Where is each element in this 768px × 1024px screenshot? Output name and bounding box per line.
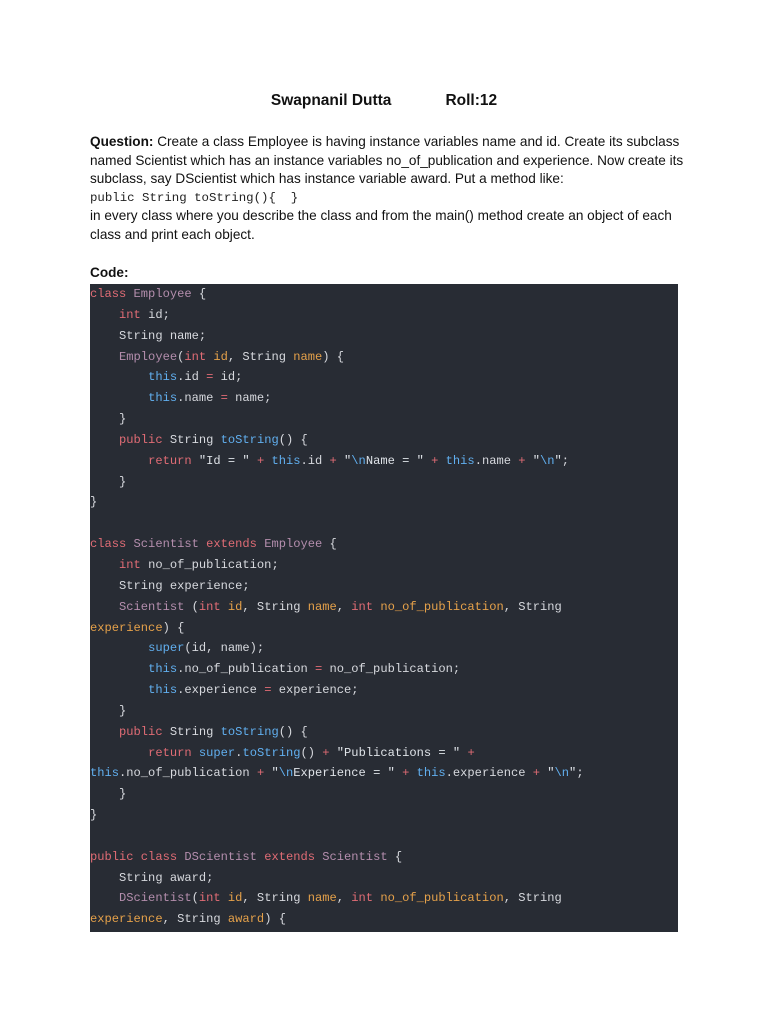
code-token: name xyxy=(293,349,323,364)
code-token: + xyxy=(431,453,446,468)
code-token: .experience xyxy=(445,766,533,781)
question-code-snippet: public String toString(){ } xyxy=(90,190,299,205)
code-token: .no_of_publication xyxy=(177,662,315,677)
code-token: public class xyxy=(90,849,185,864)
code-line xyxy=(90,805,678,826)
code-token: String xyxy=(169,432,221,447)
code-token: \n xyxy=(351,453,366,468)
code-line xyxy=(90,534,678,555)
code-token: this xyxy=(90,766,120,781)
code-token: class xyxy=(90,287,134,301)
code-token xyxy=(90,454,148,468)
code-token: { xyxy=(198,287,207,301)
code-line xyxy=(90,638,678,659)
roll-number: Roll:12 xyxy=(445,92,498,109)
code-line xyxy=(90,701,678,722)
code-token xyxy=(90,891,119,905)
code-token: + xyxy=(532,766,548,781)
code-token: int xyxy=(119,557,149,572)
code-token: this xyxy=(148,662,178,677)
code-token: id xyxy=(213,349,228,364)
code-line xyxy=(90,388,678,409)
code-line xyxy=(90,513,678,534)
code-token: + xyxy=(402,766,417,781)
code-token: \n xyxy=(540,453,555,468)
code-token: " xyxy=(532,453,541,468)
code-token: + xyxy=(518,453,533,468)
code-token: .id xyxy=(300,453,330,468)
question-label: Question: xyxy=(90,134,154,149)
code-line xyxy=(90,451,678,472)
code-token: ; xyxy=(561,453,570,468)
code-token: } xyxy=(90,703,127,718)
code-line xyxy=(90,597,678,618)
code-block xyxy=(90,284,678,932)
code-token: = xyxy=(220,391,236,406)
code-token: " xyxy=(547,766,555,781)
code-token: , String xyxy=(503,599,562,614)
code-token: "Id = " xyxy=(198,453,257,468)
code-token: experience xyxy=(90,620,163,635)
code-token: name xyxy=(307,599,337,614)
code-line xyxy=(90,784,678,805)
code-token: String experience; xyxy=(90,578,250,593)
code-token: public xyxy=(119,432,170,447)
code-line xyxy=(90,659,678,680)
code-token: \n xyxy=(278,766,294,781)
code-token: int xyxy=(198,891,228,906)
code-token: this xyxy=(445,453,475,468)
code-token xyxy=(90,662,148,676)
code-token: () { xyxy=(278,724,308,739)
code-token: this xyxy=(416,766,446,781)
code-token: name xyxy=(307,891,337,906)
code-token: ) { xyxy=(322,349,345,364)
code-token: award xyxy=(227,912,265,927)
code-token: Experience = " xyxy=(293,766,403,781)
code-token: no_of_publication xyxy=(380,599,504,614)
code-token: { xyxy=(329,537,337,552)
code-line xyxy=(90,367,678,388)
code-token: , String xyxy=(227,349,294,364)
code-line xyxy=(90,576,678,597)
code-token xyxy=(90,308,119,322)
code-line xyxy=(90,409,678,430)
code-token: (id, name); xyxy=(184,641,265,656)
code-token: + xyxy=(329,453,345,468)
code-token xyxy=(90,683,148,697)
code-token: int xyxy=(351,599,381,614)
code-line xyxy=(90,680,678,701)
code-token: String xyxy=(169,724,221,739)
code-token: toString xyxy=(220,724,279,739)
code-line xyxy=(90,888,678,909)
code-token: DScientist xyxy=(184,849,265,864)
code-token: Name = " xyxy=(365,453,432,468)
code-token: + xyxy=(256,766,272,781)
code-line xyxy=(90,555,678,576)
question-text-2: in every class where you describe the class and from the main() method create an object of each class and print each object. xyxy=(90,208,672,242)
code-token: String name; xyxy=(90,328,207,343)
code-token: id xyxy=(227,891,243,906)
code-token: .id xyxy=(177,370,207,385)
code-token: no_of_publication; xyxy=(148,557,279,572)
code-token: " xyxy=(344,453,352,468)
code-token: extends xyxy=(206,537,265,552)
code-line xyxy=(90,743,678,764)
code-token: , xyxy=(336,891,352,906)
code-line xyxy=(90,868,678,889)
code-token: { xyxy=(394,849,403,864)
code-token: super xyxy=(148,641,185,656)
code-token: ; xyxy=(576,766,584,781)
code-token: experience; xyxy=(278,683,359,698)
code-token xyxy=(90,391,148,405)
code-token: () { xyxy=(278,432,308,447)
code-token: int xyxy=(198,599,228,614)
code-line xyxy=(90,472,678,493)
code-token xyxy=(90,350,119,364)
code-token: " xyxy=(271,766,279,781)
code-line xyxy=(90,347,678,368)
code-token: + xyxy=(256,453,272,468)
code-token: this xyxy=(271,453,301,468)
code-token: Scientist xyxy=(133,537,207,552)
code-token: } xyxy=(90,412,127,427)
code-token: id; xyxy=(220,370,243,385)
code-token: + xyxy=(322,745,337,760)
code-line xyxy=(90,763,678,784)
code-token: DScientist xyxy=(119,891,192,906)
code-token xyxy=(90,641,148,655)
code-token: . xyxy=(235,745,243,760)
author-name: Swapnanil Dutta xyxy=(270,92,392,109)
code-token xyxy=(90,558,119,572)
code-token: .name xyxy=(177,391,221,406)
code-token: int xyxy=(184,349,214,364)
code-token: return xyxy=(148,453,199,468)
code-token: \n xyxy=(554,766,570,781)
code-token: no_of_publication; xyxy=(329,662,461,677)
code-line xyxy=(90,326,678,347)
code-line xyxy=(90,618,678,639)
code-token: Employee xyxy=(133,287,199,301)
code-token: ( xyxy=(191,599,199,614)
code-token: this xyxy=(148,391,178,406)
code-token: " xyxy=(554,453,562,468)
code-line xyxy=(90,909,678,930)
code-token: = xyxy=(264,683,279,698)
code-token xyxy=(90,370,148,384)
code-line xyxy=(90,826,678,847)
code-token: Scientist xyxy=(322,849,395,864)
code-token: } xyxy=(90,808,98,823)
code-line xyxy=(90,492,678,513)
document-header xyxy=(0,92,768,110)
code-token: toString xyxy=(242,745,301,760)
code-token: ) { xyxy=(264,912,286,927)
code-token: Scientist xyxy=(119,599,192,614)
code-token: no_of_publication xyxy=(380,891,504,906)
code-token: .name xyxy=(474,453,519,468)
code-line xyxy=(90,722,678,743)
question-text-1: Create a class Employee is having instance variables name and id. Create its subclass named Scientist which has an instance variables no_of_publication and experience. Now create its subclass, say DScientist which has instance variable award. Put a method like: xyxy=(90,134,684,187)
code-token: , String xyxy=(242,891,308,906)
code-token: int xyxy=(351,891,381,906)
code-token: Employee xyxy=(264,537,330,552)
code-token: super xyxy=(198,745,236,760)
code-token: class xyxy=(90,537,134,552)
code-token: = xyxy=(206,370,221,385)
code-token: .no_of_publication xyxy=(119,766,257,781)
code-token: this xyxy=(148,683,178,698)
code-token: public xyxy=(119,724,170,739)
code-token: , String xyxy=(503,891,562,906)
code-token: Employee xyxy=(119,349,178,364)
code-token: } xyxy=(90,495,98,510)
code-label: Code: xyxy=(90,265,129,280)
code-token: = xyxy=(315,662,330,677)
code-token xyxy=(90,746,148,760)
code-token: } xyxy=(90,474,127,489)
code-token: , String xyxy=(242,599,308,614)
question-paragraph xyxy=(90,133,690,245)
code-token: int xyxy=(119,307,149,322)
code-token xyxy=(90,725,119,739)
code-token: toString xyxy=(220,432,279,447)
code-line xyxy=(90,284,678,305)
code-token: ( xyxy=(177,349,185,364)
code-token xyxy=(90,433,119,447)
code-token: String award; xyxy=(90,870,214,885)
code-token: , String xyxy=(162,912,228,927)
code-token xyxy=(90,600,119,614)
code-token: extends xyxy=(264,849,323,864)
code-token: + xyxy=(467,745,475,760)
code-token: return xyxy=(148,745,199,760)
code-token: ( xyxy=(191,891,199,906)
code-line xyxy=(90,847,678,868)
code-token: ) { xyxy=(162,620,185,635)
code-token: .experience xyxy=(177,683,265,698)
code-line xyxy=(90,430,678,451)
code-token: experience xyxy=(90,912,163,927)
code-token: () xyxy=(300,745,323,760)
code-token: , xyxy=(336,599,352,614)
code-token: id xyxy=(227,599,243,614)
code-token: " xyxy=(569,766,577,781)
code-line xyxy=(90,305,678,326)
code-token: "Publications = " xyxy=(336,745,468,760)
code-token: id; xyxy=(148,307,170,322)
code-token: } xyxy=(90,787,127,802)
code-token: this xyxy=(148,370,178,385)
code-token: name; xyxy=(235,391,272,406)
